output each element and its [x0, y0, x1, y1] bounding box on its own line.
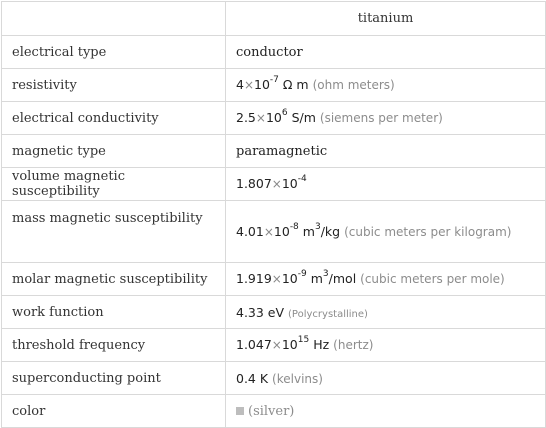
row-label: resistivity: [2, 69, 226, 102]
table-row: [2, 135, 546, 168]
value-unit-base: m: [310, 271, 323, 287]
value-exponent: -9: [297, 269, 307, 280]
times-sign: ×: [271, 177, 282, 192]
row-value: [226, 201, 546, 263]
value-unit-base: m: [302, 224, 315, 240]
value-exponent: -7: [269, 75, 279, 86]
value-base: 10: [265, 110, 282, 126]
times-sign: ×: [271, 272, 282, 287]
table-row: [2, 102, 546, 135]
table-row: [2, 263, 546, 296]
times-sign: ×: [263, 225, 274, 240]
value-text: 0.4 K: [236, 370, 269, 386]
row-value: [226, 102, 546, 135]
table-row: [2, 69, 546, 102]
value-mantissa: 1.807: [236, 176, 272, 192]
value-unit: S/m: [291, 110, 316, 126]
row-label: threshold frequency: [2, 329, 226, 362]
value-mantissa: 1.919: [236, 271, 272, 287]
value-unit-suffix: /kg: [320, 224, 341, 240]
value-mantissa: 1.047: [236, 337, 272, 353]
row-label: superconducting point: [2, 362, 226, 395]
row-label: molar magnetic susceptibility: [2, 263, 226, 296]
table-row: [2, 201, 546, 263]
unit-hint: (kelvins): [272, 371, 323, 386]
value-unit: Hz: [313, 337, 330, 353]
header-row: [2, 2, 546, 36]
value-exponent: 6: [281, 108, 288, 119]
value-unit-suffix: /mol: [328, 271, 357, 287]
row-label: mass magnetic susceptibility: [2, 201, 226, 263]
value-base: 10: [281, 176, 298, 192]
unit-hint: (siemens per meter): [319, 111, 443, 126]
row-label: volume magnetic susceptibility: [2, 168, 226, 201]
row-value: [226, 296, 546, 329]
value-base: 10: [254, 77, 270, 93]
value-unit-exponent: 3: [314, 222, 321, 233]
times-sign: ×: [271, 338, 282, 353]
row-value: paramagnetic: [226, 135, 546, 168]
table-row: [2, 168, 546, 201]
value-mantissa: 2.5: [236, 110, 256, 126]
table-row: [2, 362, 546, 395]
table-row: [2, 329, 546, 362]
unit-hint: (hertz): [333, 338, 374, 353]
column-header-titanium: titanium: [226, 2, 546, 36]
value-unit: Ω m: [282, 77, 309, 93]
row-label: color: [2, 395, 226, 428]
row-label: magnetic type: [2, 135, 226, 168]
unit-hint: (ohm meters): [312, 78, 395, 93]
value-exponent: -4: [297, 174, 307, 185]
unit-hint: (cubic meters per kilogram): [344, 225, 512, 240]
properties-table: [1, 1, 546, 428]
color-name: (silver): [248, 403, 295, 419]
value-unit-exponent: 3: [322, 269, 329, 280]
row-value: [226, 395, 546, 428]
value-text: 4.33 eV: [236, 304, 285, 320]
value-exponent: -8: [289, 222, 299, 233]
value-mantissa: 4: [236, 77, 244, 93]
unit-hint: (cubic meters per mole): [360, 272, 505, 287]
times-sign: ×: [243, 78, 255, 93]
row-value: [226, 329, 546, 362]
table-row: [2, 296, 546, 329]
value-base: 10: [273, 224, 290, 240]
row-label: electrical type: [2, 36, 226, 69]
row-label: work function: [2, 296, 226, 329]
row-value: [226, 263, 546, 296]
value-base: 10: [281, 337, 298, 353]
row-value: [226, 69, 546, 102]
row-value: [226, 168, 546, 201]
unit-hint: (Polycrystalline): [288, 308, 368, 320]
times-sign: ×: [255, 111, 266, 126]
row-value: [226, 362, 546, 395]
row-label: electrical conductivity: [2, 102, 226, 135]
value-base: 10: [281, 271, 298, 287]
table-row: [2, 395, 546, 428]
table-row: [2, 36, 546, 69]
value-exponent: 15: [297, 335, 310, 346]
header-empty-cell: [2, 2, 226, 36]
row-value: conductor: [226, 36, 546, 69]
color-swatch-icon: [236, 407, 244, 415]
value-mantissa: 4.01: [236, 224, 264, 240]
